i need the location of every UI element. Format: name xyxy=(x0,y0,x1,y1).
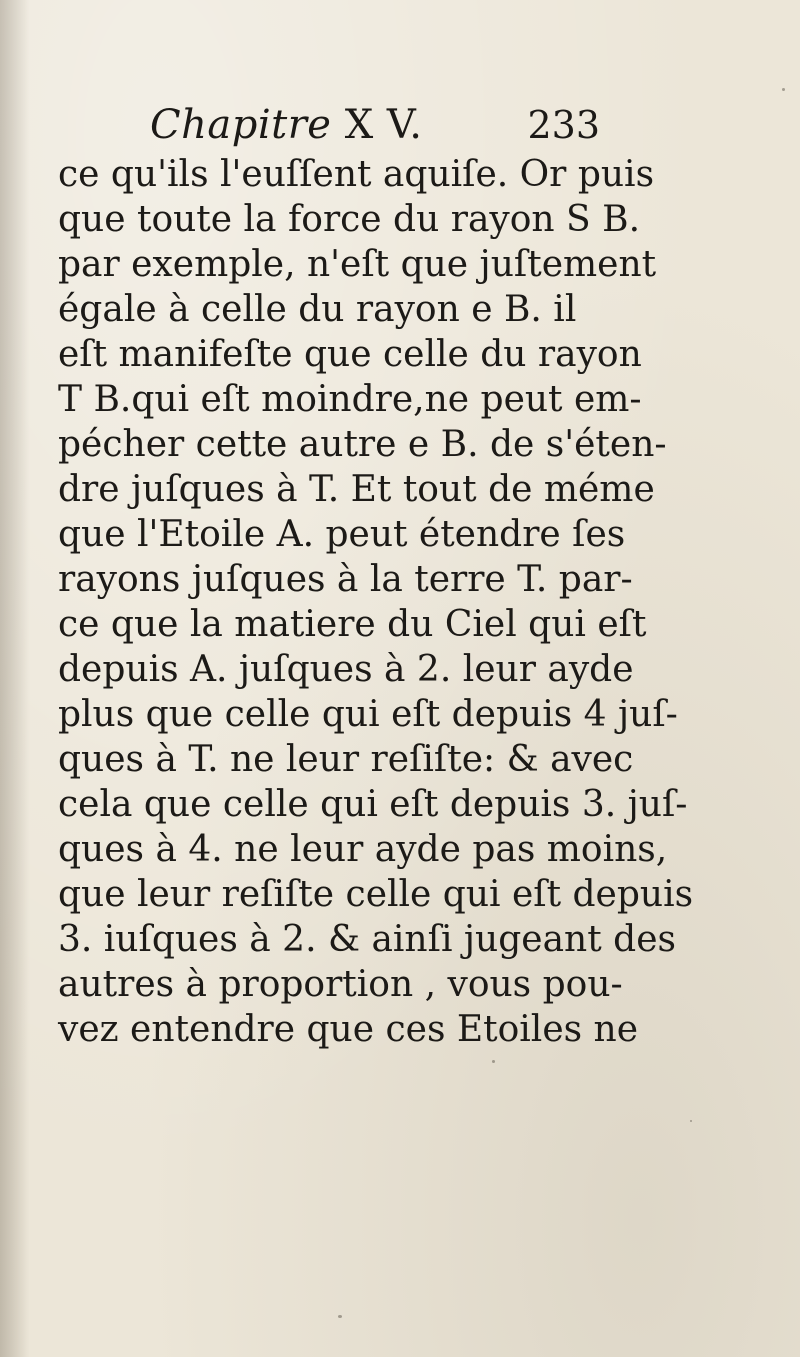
page-number: 233 xyxy=(527,103,600,147)
text-line: ques à 4. ne leur ayde pas moins, xyxy=(58,829,668,870)
text-line: autres à proportion , vous pou- xyxy=(58,964,623,1005)
page-header xyxy=(150,98,610,152)
text-line: T B.qui eſt moindre,ne peut em- xyxy=(58,379,642,420)
text-line: dre juſques à T. Et tout de méme xyxy=(58,469,655,510)
text-line: par exemple, n'eſt que juſtement xyxy=(58,244,657,285)
running-title-numeral: X V. xyxy=(344,102,423,148)
text-line: 3. iuſques à 2. & ainſi jugeant des xyxy=(58,919,676,960)
text-line: ce que la matiere du Ciel qui eſt xyxy=(58,604,647,645)
text-line: depuis A. juſques à 2. leur ayde xyxy=(58,649,634,690)
paper-speck xyxy=(492,1060,495,1063)
text-line: pécher cette autre e B. de s'éten- xyxy=(58,424,667,465)
text-line: vez entendre que ces Etoiles ne xyxy=(58,1009,639,1050)
text-line: cela que celle qui eſt depuis 3. juſ- xyxy=(58,784,688,825)
text-line: ce qu'ils l'euſſent aquiſe. Or puis xyxy=(58,154,655,195)
body-text xyxy=(58,152,694,1052)
text-line: que toute la force du rayon S B. xyxy=(58,199,641,240)
paper-speck xyxy=(782,88,785,91)
gutter-shadow xyxy=(0,0,30,1357)
paper-speck xyxy=(338,1315,342,1318)
text-line: plus que celle qui eſt depuis 4 juſ- xyxy=(58,694,678,735)
text-line: rayons juſques à la terre T. par- xyxy=(58,559,633,600)
running-title-prefix: Chapitre xyxy=(150,102,332,148)
text-line: ques à T. ne leur reſiſte: & avec xyxy=(58,739,634,780)
running-title xyxy=(150,98,423,152)
text-line: que l'Etoile A. peut étendre ſes xyxy=(58,514,626,555)
text-line: égale à celle du rayon e B. il xyxy=(58,289,577,330)
text-line: que leur reſiſte celle qui eſt depuis xyxy=(58,874,694,915)
paper-speck xyxy=(690,1120,692,1122)
text-line: eſt manifeſte que celle du rayon xyxy=(58,334,642,375)
